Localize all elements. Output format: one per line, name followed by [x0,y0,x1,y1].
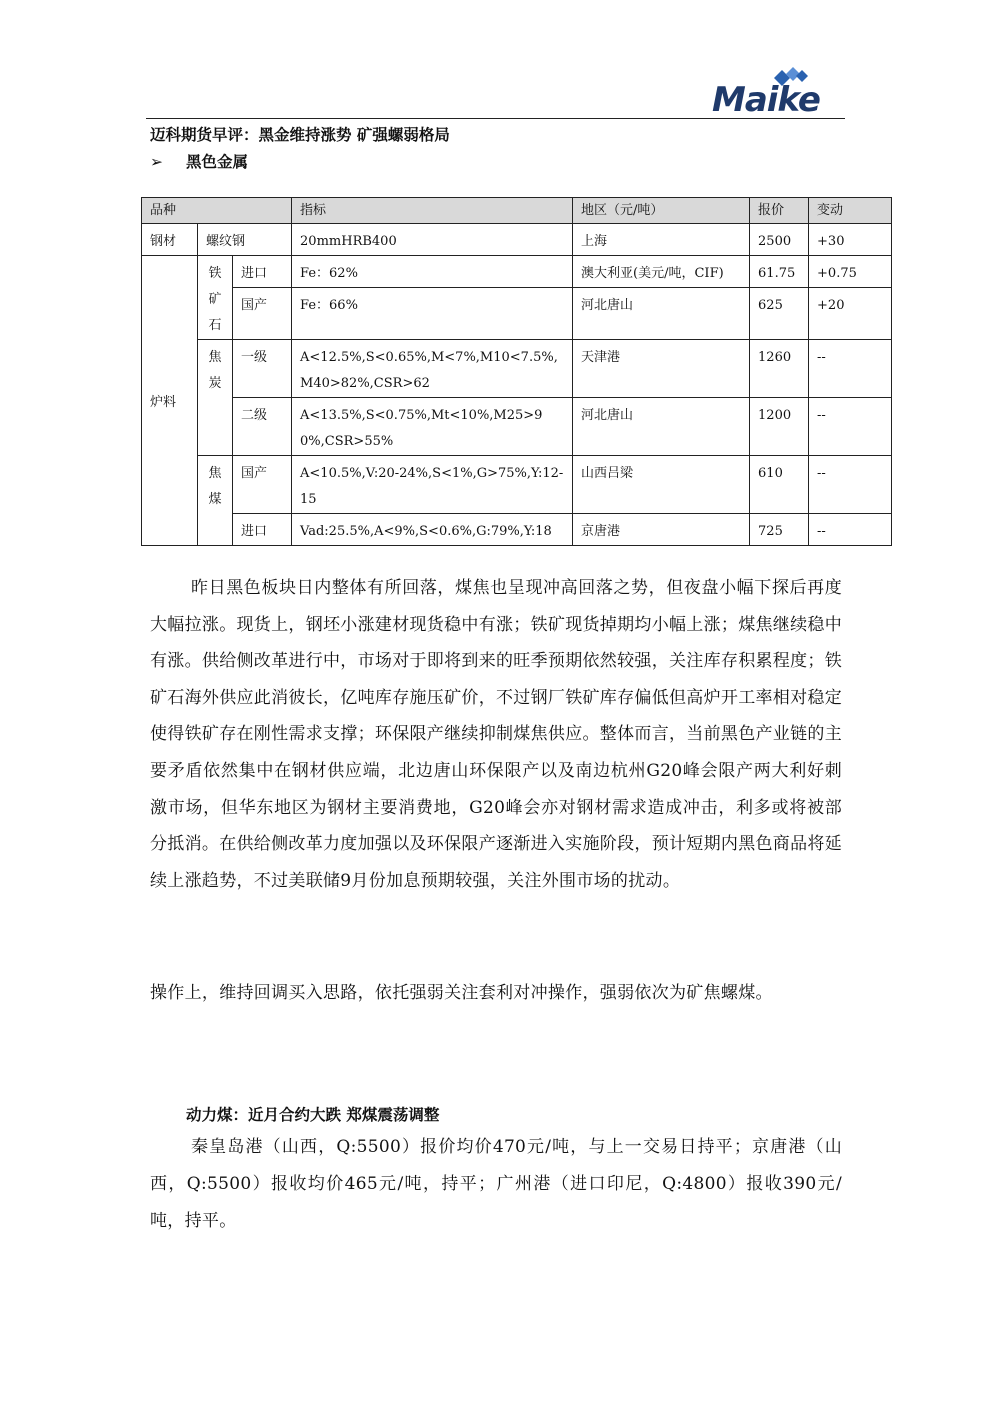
region-cell: 京唐港 [573,514,750,546]
origin-cell: 国产 [233,288,292,340]
table-header-row [142,198,892,224]
indicator-cell: A<13.5%,S<0.75%,Mt<10%,M25>90%,CSR>55% [292,398,573,456]
group-cell [198,340,233,456]
strategy-paragraph: 操作上，维持回调买入思路，依托强弱关注套利对冲操作，强弱依次为矿焦螺煤。 [150,983,773,1003]
origin-cell: 一级 [233,340,292,398]
region-cell: 澳大利亚(美元/吨，CIF) [573,256,750,288]
category-cell: 炉料 [142,256,198,546]
group-label: 铁矿石 [208,266,222,333]
indicator-cell: A<12.5%,S<0.65%,M<7%,M10<7.5%,M40>82%,CSR>62 [292,340,573,398]
change-cell: +0.75 [809,256,892,288]
price-table [141,197,892,546]
header-change: 变动 [809,198,892,224]
thermal-coal-heading: 动力煤：近月合约大跌 郑煤震荡调整 [186,1106,440,1124]
table-row [142,456,892,514]
logo-text: Maike [712,80,820,120]
group-label: 焦煤 [208,466,222,507]
header-price: 报价 [750,198,809,224]
region-cell: 河北唐山 [573,398,750,456]
table-row [142,340,892,398]
sub-category-cell: 螺纹钢 [198,224,292,256]
table-row [142,398,892,456]
indicator-cell: 20mmHRB400 [292,224,573,256]
region-cell: 天津港 [573,340,750,398]
origin-cell: 进口 [233,514,292,546]
section-heading [150,150,248,172]
indicator-cell: Fe：62% [292,256,573,288]
origin-cell: 二级 [233,398,292,456]
table-row [142,224,892,256]
change-cell: -- [809,340,892,398]
origin-cell: 国产 [233,456,292,514]
price-cell: 725 [750,514,809,546]
group-label: 焦炭 [208,350,222,391]
thermal-coal-paragraph: 秦皇岛港（山西，Q:5500）报价均价470元/吨，与上一交易日持平；京唐港（山西，Q:5500）报收均价465元/吨，持平；广州港（进口印尼，Q:4800）报收390元/吨，持平。 [150,1137,842,1231]
category-cell: 钢材 [142,224,198,256]
indicator-cell: Fe：66% [292,288,573,340]
indicator-cell: Vad:25.5%,A<9%,S<0.6%,G:79%,Y:18 [292,514,573,546]
region-cell: 河北唐山 [573,288,750,340]
region-cell: 上海 [573,224,750,256]
table-row [142,288,892,340]
price-cell: 1260 [750,340,809,398]
origin-cell: 进口 [233,256,292,288]
price-cell: 1200 [750,398,809,456]
market-commentary-paragraph: 昨日黑色板块日内整体有所回落，煤焦也呈现冲高回落之势，但夜盘小幅下探后再度大幅拉涨。现货上，钢坯小涨建材现货稳中有涨；铁矿现货掉期均小幅上涨；煤焦继续稳中有涨。供给侧改革进行中，市场对于即将到来的旺季预期依然较强，关注库存积累程度；铁矿石海外供应此消彼长，亿吨库存施压矿价，不过钢厂铁矿库存偏低但高炉开工率相对稳定使得铁矿存在刚性需求支撑；环保限产继续抑制煤焦供应。整体而言，当前黑色产业链的主要矛盾依然集中在钢材供应端，北边唐山环保限产以及南边杭州G20峰会限产两大利好刺激市场，但华东地区为钢材主要消费地，G20峰会亦对钢材需求造成冲击，利多或将被部分抵消。在供给侧改革力度加强以及环保限产逐渐进入实施阶段，预计短期内黑色商品将延续上涨趋势，不过美联储9月份加息预期较强，关注外围市场的扰动。 [150,578,842,891]
indicator-cell: A<10.5%,V:20-24%,S<1%,G>75%,Y:12-15 [292,456,573,514]
table-row [142,514,892,546]
change-cell: +20 [809,288,892,340]
section-label: 黑色金属 [186,153,249,171]
price-cell: 2500 [750,224,809,256]
header-region: 地区（元/吨） [573,198,750,224]
change-cell: -- [809,514,892,546]
page-title: 迈科期货早评：黑金维持涨势 矿强螺弱格局 [150,126,450,144]
arrow-bullet-icon: ➢ [150,153,163,171]
price-cell: 61.75 [750,256,809,288]
price-cell: 610 [750,456,809,514]
maike-logo [712,66,846,120]
price-cell: 625 [750,288,809,340]
table-row [142,256,892,288]
change-cell: -- [809,398,892,456]
change-cell: -- [809,456,892,514]
group-cell [198,456,233,546]
header-indicator: 指标 [292,198,573,224]
region-cell: 山西吕梁 [573,456,750,514]
change-cell: +30 [809,224,892,256]
header-variety: 品种 [142,198,292,224]
group-cell [198,256,233,340]
header-rule [146,118,845,119]
